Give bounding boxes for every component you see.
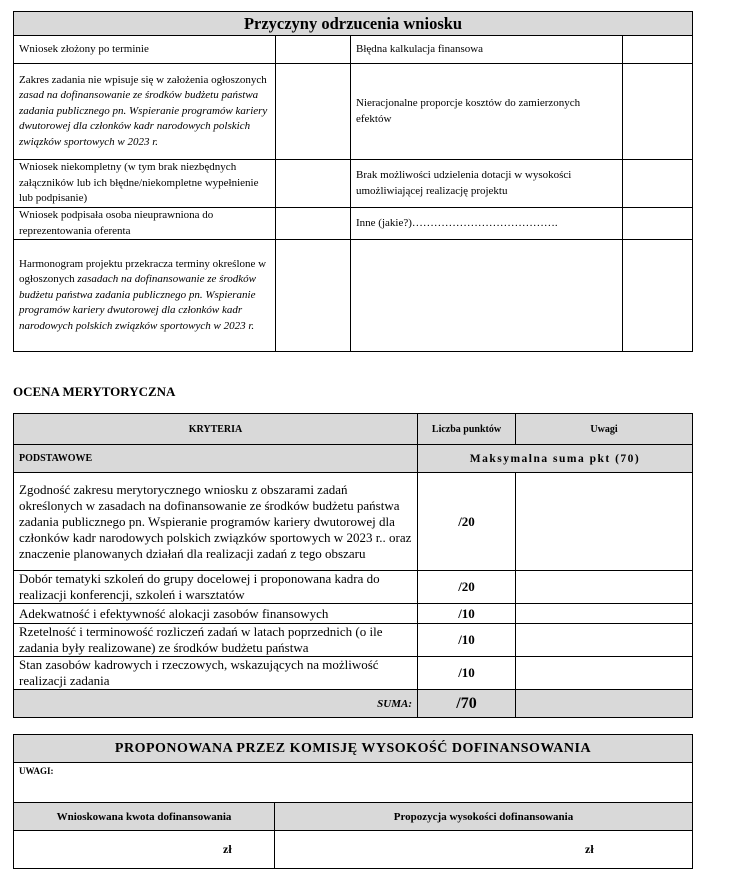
criterion-text: Rzetelność i terminowość rozliczeń zadań w latach poprzednich (o ile zadania były realizowane) ze środków budżetu państwa: [14, 624, 418, 657]
rejection-title: Przyczyny odrzucenia wniosku: [14, 12, 693, 36]
reason-checkbox[interactable]: [276, 160, 351, 208]
criterion-text: Stan zasobów kadrowych i rzeczowych, wskazujących na możliwość realizacji zadania: [14, 657, 418, 690]
reason-checkbox[interactable]: [623, 208, 693, 240]
reason-other: Inne (jakie?)………………………………….: [351, 208, 623, 240]
funding-notes[interactable]: UWAGI:: [14, 763, 693, 803]
reason-checkbox[interactable]: [276, 36, 351, 64]
proposed-amount-header: Propozycja wysokości dofinansowania: [275, 803, 693, 831]
criterion-text: Zgodność zakresu merytorycznego wniosku z obszarami zadań określonych w zasadach na dofinansowanie ze środków budżetu państwa zadania publicznego pn. Wspieranie programów kariery dwutorowej dla członków kadr narodowych polskich związków sportowych w 2023 r.. oraz znaczenie planowanych działań dla realizacji zadań z tego obszaru: [14, 473, 418, 571]
criterion-notes[interactable]: [516, 473, 693, 571]
requested-amount-field[interactable]: [14, 831, 275, 869]
criterion-text: Dobór tematyki szkoleń do grupy docelowej i proponowana kadra do realizacji konferencji, szkoleń i warsztatów: [14, 571, 418, 604]
reason-no-grant-possible: Brak możliwości udzielenia dotacji w wysokości umożliwiającej realizację projektu: [351, 160, 623, 208]
reason-checkbox[interactable]: [276, 208, 351, 240]
reason-schedule-exceeded: Harmonogram projektu przekracza terminy określone w ogłoszonych zasadach na dofinansowanie ze środków budżetu państwa zadania publicznego pn. Wspieranie programów kariery dwutorowej dla członków kadr narodowych polskich związków sportowych w 2023 r.: [14, 240, 276, 352]
requested-amount-header: Wnioskowana kwota dofinansowania: [14, 803, 275, 831]
reason-scope-mismatch: Zakres zadania nie wpisuje się w założenia ogłoszonych zasad na dofinansowanie ze środków budżetu państwa zadania publicznego pn. Wspieranie programów kariery dwutorowej dla członków kadr narodowych polskich związków sportowych w 2023 r.: [14, 64, 276, 160]
reason-unauthorized-signature: Wniosek podpisała osoba nieuprawniona do reprezentowania oferenta: [14, 208, 276, 240]
criterion-notes[interactable]: [516, 604, 693, 624]
reason-checkbox[interactable]: [623, 64, 693, 160]
funding-title: PROPONOWANA PRZEZ KOMISJĘ WYSOKOŚĆ DOFINANSOWANIA: [14, 735, 693, 763]
criterion-notes[interactable]: [516, 657, 693, 690]
reason-incomplete: Wniosek niekompletny (w tym brak niezbędnych załączników lub ich błędne/niekompletne wypełnienie lub podpisanie): [14, 160, 276, 208]
criterion-points[interactable]: /10: [418, 624, 516, 657]
criterion-points[interactable]: /20: [418, 473, 516, 571]
criterion-notes[interactable]: [516, 624, 693, 657]
points-header: Liczba punktów: [418, 414, 516, 445]
funding-table: [13, 734, 693, 869]
reason-checkbox[interactable]: [276, 240, 351, 352]
reason-checkbox[interactable]: [276, 64, 351, 160]
reason-checkbox[interactable]: [623, 160, 693, 208]
reason-checkbox[interactable]: [623, 240, 693, 352]
notes-header: Uwagi: [516, 414, 693, 445]
criterion-points[interactable]: /10: [418, 604, 516, 624]
reason-cost-proportions: Nieracjonalne proporcje kosztów do zamierzonych efektów: [351, 64, 623, 160]
criterion-points[interactable]: /20: [418, 571, 516, 604]
reason-financial-calculation: Błędna kalkulacja finansowa: [351, 36, 623, 64]
criterion-notes[interactable]: [516, 571, 693, 604]
basic-label: PODSTAWOWE: [14, 445, 418, 473]
sum-label: SUMA:: [14, 690, 418, 718]
proposed-amount-field[interactable]: [275, 831, 693, 869]
merit-evaluation-table: [13, 413, 693, 718]
reason-checkbox[interactable]: [623, 36, 693, 64]
sum-notes: [516, 690, 693, 718]
merit-section-title: OCENA MERYTORYCZNA: [13, 384, 176, 399]
reason-late-submission: Wniosek złożony po terminie: [14, 36, 276, 64]
reason-empty: [351, 240, 623, 352]
criterion-points[interactable]: /10: [418, 657, 516, 690]
sum-value: /70: [418, 690, 516, 718]
currency-label: zł: [223, 842, 232, 856]
currency-label: zł: [585, 842, 594, 856]
criterion-text: Adekwatność i efektywność alokacji zasobów finansowych: [14, 604, 418, 624]
rejection-reasons-table: [13, 11, 693, 352]
criteria-header: KRYTERIA: [14, 414, 418, 445]
max-sum-label: Maksymalna suma pkt (70): [418, 445, 693, 473]
